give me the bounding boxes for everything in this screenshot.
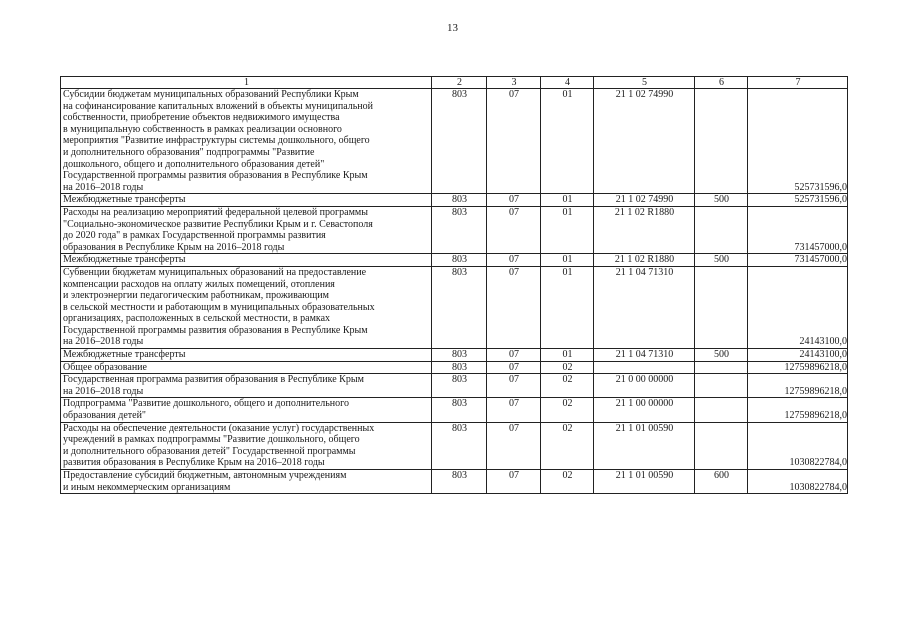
description-line: в сельской местности и работающим в муниципальных образовательных [63, 301, 375, 313]
section-code-cell: 07 [487, 89, 541, 194]
description-line: в муниципальную собственность в рамках реализации основного [63, 123, 342, 135]
amount-cell: 24143100,0 [748, 349, 848, 362]
amount-cell: 525731596,0 [748, 194, 848, 207]
section-code-cell: 07 [487, 470, 541, 494]
table-body [61, 77, 848, 494]
grbs-code-cell: 803 [432, 470, 487, 494]
description-line: Предоставление субсидий бюджетным, автономным учреждениям [63, 470, 347, 481]
expense-type-cell: 600 [695, 470, 748, 494]
subsection-code-cell: 01 [541, 89, 594, 194]
target-article-cell: 21 1 01 00590 [594, 422, 695, 469]
description-cell [61, 254, 432, 267]
expense-type-cell [695, 398, 748, 422]
table-header-row [61, 77, 848, 89]
description-line: и дополнительного образования детей" Государственной программы [63, 445, 356, 457]
amount-cell: 525731596,0 [748, 89, 848, 194]
description-line: дошкольного, общего и дополнительного образования детей" [63, 158, 325, 170]
table-row [61, 266, 848, 348]
description-cell [61, 361, 432, 374]
amount-cell: 731457000,0 [748, 206, 848, 253]
amount-cell: 12759896218,0 [748, 398, 848, 422]
target-article-cell: 21 1 02 R1880 [594, 206, 695, 253]
table-row [61, 349, 848, 362]
description-line: Государственная программа развития образования в Республике Крым [63, 374, 364, 386]
table-row [61, 470, 848, 494]
expense-type-cell [695, 266, 748, 348]
grbs-code-cell: 803 [432, 361, 487, 374]
budget-table [60, 76, 848, 494]
column-number: 4 [541, 77, 594, 89]
description-cell [61, 266, 432, 348]
description-line: Общее образование [63, 361, 147, 373]
column-number: 7 [748, 77, 848, 89]
description-line: компенсации расходов на оплату жилых помещений, отопления [63, 278, 335, 290]
subsection-code-cell: 02 [541, 422, 594, 469]
grbs-code-cell: 803 [432, 398, 487, 422]
subsection-code-cell: 02 [541, 361, 594, 374]
section-code-cell: 07 [487, 398, 541, 422]
column-number: 3 [487, 77, 541, 89]
description-cell [61, 470, 432, 494]
amount-cell: 12759896218,0 [748, 361, 848, 374]
column-number: 1 [61, 77, 432, 89]
description-line: "Социально-экономическое развитие Республики Крым и г. Севастополя [63, 218, 373, 230]
description-line: на 2016–2018 годы [63, 385, 144, 397]
section-code-cell: 07 [487, 374, 541, 398]
subsection-code-cell: 01 [541, 349, 594, 362]
description-line: Расходы на реализацию мероприятий федеральной целевой программы [63, 206, 368, 218]
target-article-cell: 21 1 02 74990 [594, 89, 695, 194]
target-article-cell: 21 1 04 71310 [594, 349, 695, 362]
subsection-code-cell: 01 [541, 194, 594, 207]
description-line: Государственной программы развития образования в Республике Крым [63, 170, 368, 182]
column-number: 2 [432, 77, 487, 89]
grbs-code-cell: 803 [432, 89, 487, 194]
table-row [61, 254, 848, 267]
description-line: до 2020 года" в рамках Государственной программы развития [63, 230, 326, 242]
grbs-code-cell: 803 [432, 194, 487, 207]
description-line: и дополнительного образования" подпрограммы "Развитие [63, 146, 315, 158]
subsection-code-cell: 01 [541, 254, 594, 267]
grbs-code-cell: 803 [432, 349, 487, 362]
description-line: Межбюджетные трансферты [63, 254, 186, 266]
grbs-code-cell: 803 [432, 266, 487, 348]
page-number: 13 [447, 22, 458, 34]
description-line: мероприятия "Развитие инфраструктуры системы дошкольного, общего [63, 135, 370, 147]
description-line: развития образования в Республике Крым на 2016–2018 годы [63, 457, 325, 469]
subsection-code-cell: 01 [541, 266, 594, 348]
grbs-code-cell: 803 [432, 254, 487, 267]
subsection-code-cell: 02 [541, 398, 594, 422]
description-line: собственности, приобретение объектов недвижимого имущества [63, 112, 340, 124]
section-code-cell: 07 [487, 254, 541, 267]
subsection-code-cell: 02 [541, 374, 594, 398]
column-number: 6 [695, 77, 748, 89]
target-article-cell: 21 1 04 71310 [594, 266, 695, 348]
target-article-cell: 21 0 00 00000 [594, 374, 695, 398]
description-line: образования детей" [63, 410, 147, 422]
description-cell [61, 89, 432, 194]
description-line: и иным некоммерческим организациям [63, 481, 231, 493]
expense-type-cell [695, 374, 748, 398]
description-cell [61, 194, 432, 207]
description-cell [61, 206, 432, 253]
target-article-cell: 21 1 02 R1880 [594, 254, 695, 267]
description-line: на 2016–2018 годы [63, 181, 144, 193]
amount-cell: 24143100,0 [748, 266, 848, 348]
subsection-code-cell: 02 [541, 470, 594, 494]
amount-cell: 1030822784,0 [748, 470, 848, 494]
description-cell [61, 398, 432, 422]
amount-cell: 12759896218,0 [748, 374, 848, 398]
description-line: Субвенции бюджетам муниципальных образований на предоставление [63, 266, 367, 278]
amount-cell: 731457000,0 [748, 254, 848, 267]
description-line: образования в Республике Крым на 2016–2018 годы [63, 241, 285, 253]
amount-cell: 1030822784,0 [748, 422, 848, 469]
description-line: учреждений в рамках подпрограммы "Развитие дошкольного, общего [63, 434, 360, 446]
description-line: Расходы на обеспечение деятельности (оказание услуг) государственных [63, 422, 375, 434]
table-row [61, 194, 848, 207]
target-article-cell: 21 1 02 74990 [594, 194, 695, 207]
grbs-code-cell: 803 [432, 374, 487, 398]
description-cell [61, 374, 432, 398]
description-line: на софинансирование капитальных вложений в объекты муниципальной [63, 100, 373, 112]
expense-type-cell: 500 [695, 349, 748, 362]
target-article-cell: 21 1 01 00590 [594, 470, 695, 494]
section-code-cell: 07 [487, 361, 541, 374]
expense-type-cell: 500 [695, 254, 748, 267]
grbs-code-cell: 803 [432, 422, 487, 469]
table-row [61, 398, 848, 422]
section-code-cell: 07 [487, 194, 541, 207]
expense-type-cell [695, 89, 748, 194]
section-code-cell: 07 [487, 206, 541, 253]
description-line: Межбюджетные трансферты [63, 194, 186, 206]
section-code-cell: 07 [487, 422, 541, 469]
description-cell [61, 422, 432, 469]
grbs-code-cell: 803 [432, 206, 487, 253]
subsection-code-cell: 01 [541, 206, 594, 253]
expense-type-cell [695, 361, 748, 374]
expense-type-cell: 500 [695, 194, 748, 207]
target-article-cell [594, 361, 695, 374]
description-line: и электроэнергии педагогическим работникам, проживающим [63, 290, 329, 302]
table-row [61, 422, 848, 469]
section-code-cell: 07 [487, 349, 541, 362]
description-cell [61, 349, 432, 362]
expense-type-cell [695, 206, 748, 253]
description-line: Межбюджетные трансферты [63, 349, 186, 361]
description-line: организациях, расположенных в сельской местности, в рамках [63, 313, 331, 325]
description-line: на 2016–2018 годы [63, 336, 144, 348]
target-article-cell: 21 1 00 00000 [594, 398, 695, 422]
table-row [61, 206, 848, 253]
table-row [61, 374, 848, 398]
description-line: Подпрограмма "Развитие дошкольного, общего и дополнительного [63, 398, 349, 410]
description-line: Субсидии бюджетам муниципальных образований Республики Крым [63, 89, 359, 100]
expense-type-cell [695, 422, 748, 469]
description-line: Государственной программы развития образования в Республике Крым [63, 324, 368, 336]
section-code-cell: 07 [487, 266, 541, 348]
column-number: 5 [594, 77, 695, 89]
table-row [61, 361, 848, 374]
table-row [61, 89, 848, 194]
